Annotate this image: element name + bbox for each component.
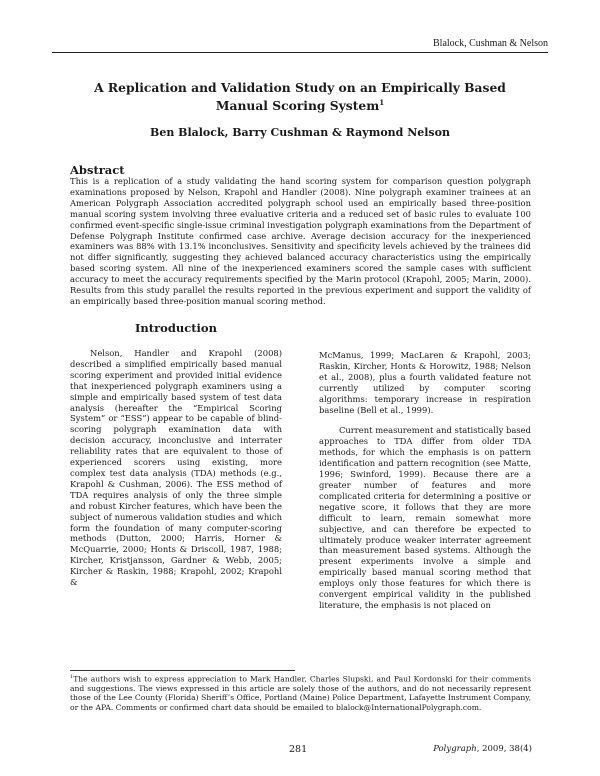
article-title <box>60 80 540 113</box>
intro-paragraph-2: Current measurement and statistically based approaches to TDA differ from older TDA methods, for which the emphasis is on pattern identification and pattern recognition (see Matte, 1996; Swinford, 1999). Because there are a greater number of features and more complicated criteria for determining a positive or negative score, it follows that they are more difficult to learn, remain somewhat more subjective, and can therefore be expected to ultimately produce weaker interrater agreement than measurement based systems. Although the present experiments involve a simple and empirically based manual scoring method that employs only those features for which there is convergent empirical validity in the published literature, the emphasis is not placed on <box>319 425 531 610</box>
author-list: Ben Blalock, Barry Cushman & Raymond Nelson <box>150 126 450 139</box>
header-rule <box>52 52 548 53</box>
title-line-1: A Replication and Validation Study on an Empirically Based <box>94 80 506 95</box>
left-column <box>70 348 282 588</box>
intro-paragraph-1-continued: McManus, 1999; MacLaren & Krapohl, 2003; Raskin, Kircher, Honts & Horowitz, 1988; Nelson et al., 2008), plus a fourth validated feature not currently utilized by computer scoring algorithms: temporary increase in respiration baseline (Bell et al., 1999). <box>319 350 531 415</box>
abstract-heading: Abstract <box>70 163 125 177</box>
right-column <box>319 350 531 611</box>
title-line-2: Manual Scoring System <box>215 98 380 114</box>
introduction-heading: Introduction <box>135 321 217 335</box>
footnote-rule <box>70 670 295 671</box>
footnote-mark: 1 <box>70 674 74 680</box>
abstract-text: This is a replication of a study validating the hand scoring system for comparison question polygraph examinations proposed by Nelson, Krapohl and Handler (2008). Nine polygraph examiner trainees at an American Polygraph Association accredited polygraph school used an empirically based three-position manual scoring system involving three evaluative criteria and a reduced set of basic rules to evaluate 100 confirmed event-specific single-issue criminal investigation polygraph examinations from the Department of Defense Polygraph Institute confirmed case archive. Average decision accuracy for the inexperienced examiners was 88% with 13.1% inconclusives. Sensitivity and specificity levels achieved by the trainees did not differ significantly, suggesting they achieved balanced accuracy characteristics using the empirically based scoring system. All nine of the inexperienced examiners scored the sample cases with sufficient accuracy to meet the accuracy requirements specified by the Marin protocol (Krapohl, 2005; Marin, 2000). Results from this study parallel the results reported in the previous experiment and support the validity of an empirically based three-position manual scoring method. <box>70 176 531 306</box>
journal-citation <box>433 744 532 754</box>
journal-issue: , 2009, 38(4) <box>476 744 532 754</box>
journal-name: Polygraph <box>433 744 477 754</box>
running-head: Blalock, Cushman & Nelson <box>433 38 548 49</box>
intro-paragraph-1: Nelson, Handler and Krapohl (2008) described a simplified empirically based manual scoring experiment and provided initial evidence that inexperienced polygraph examiners using a simple and empirically based system of test data analysis (hereafter the “Empirical Scoring System” or “ESS”) appear to be capable of blind-scoring polygraph examination data with decision accuracy, inconclusive and interrater reliability rates that are equivalent to those of experienced scorers using existing, more complex test data analysis (TDA) methods (e.g., Krapohl & Cushman, 2006). The ESS method of TDA requires analysis of only the three simple and robust Kircher features, which have been the subject of numerous validation studies and which form the foundation of many computer-scoring methods (Dutton, 2000; Harris, Horner & McQuarrie, 2000; Honts & Driscoll, 1987, 1988; Kircher, Kristjansson, Gardner & Webb, 2005; Kircher & Raskin, 1988; Krapohl, 2002; Krapohl & <box>70 348 282 588</box>
footnote-text: The authors wish to express appreciation to Mark Handler, Charles Slupski, and Paul Kordonski for their comments and suggestions. The views expressed in this article are solely those of the authors, and do not necessarily represent those of the Lee County (Florida) Sheriff’s Office, Portland (Maine) Police Department, Lafayette Instrument Company, or the APA. Comments or confirmed chart data should be emailed to blalock@InternationalPolygraph.com. <box>70 674 531 712</box>
page-number: 281 <box>289 744 308 755</box>
title-footnote-mark: 1 <box>379 98 385 107</box>
footnote <box>70 673 531 712</box>
